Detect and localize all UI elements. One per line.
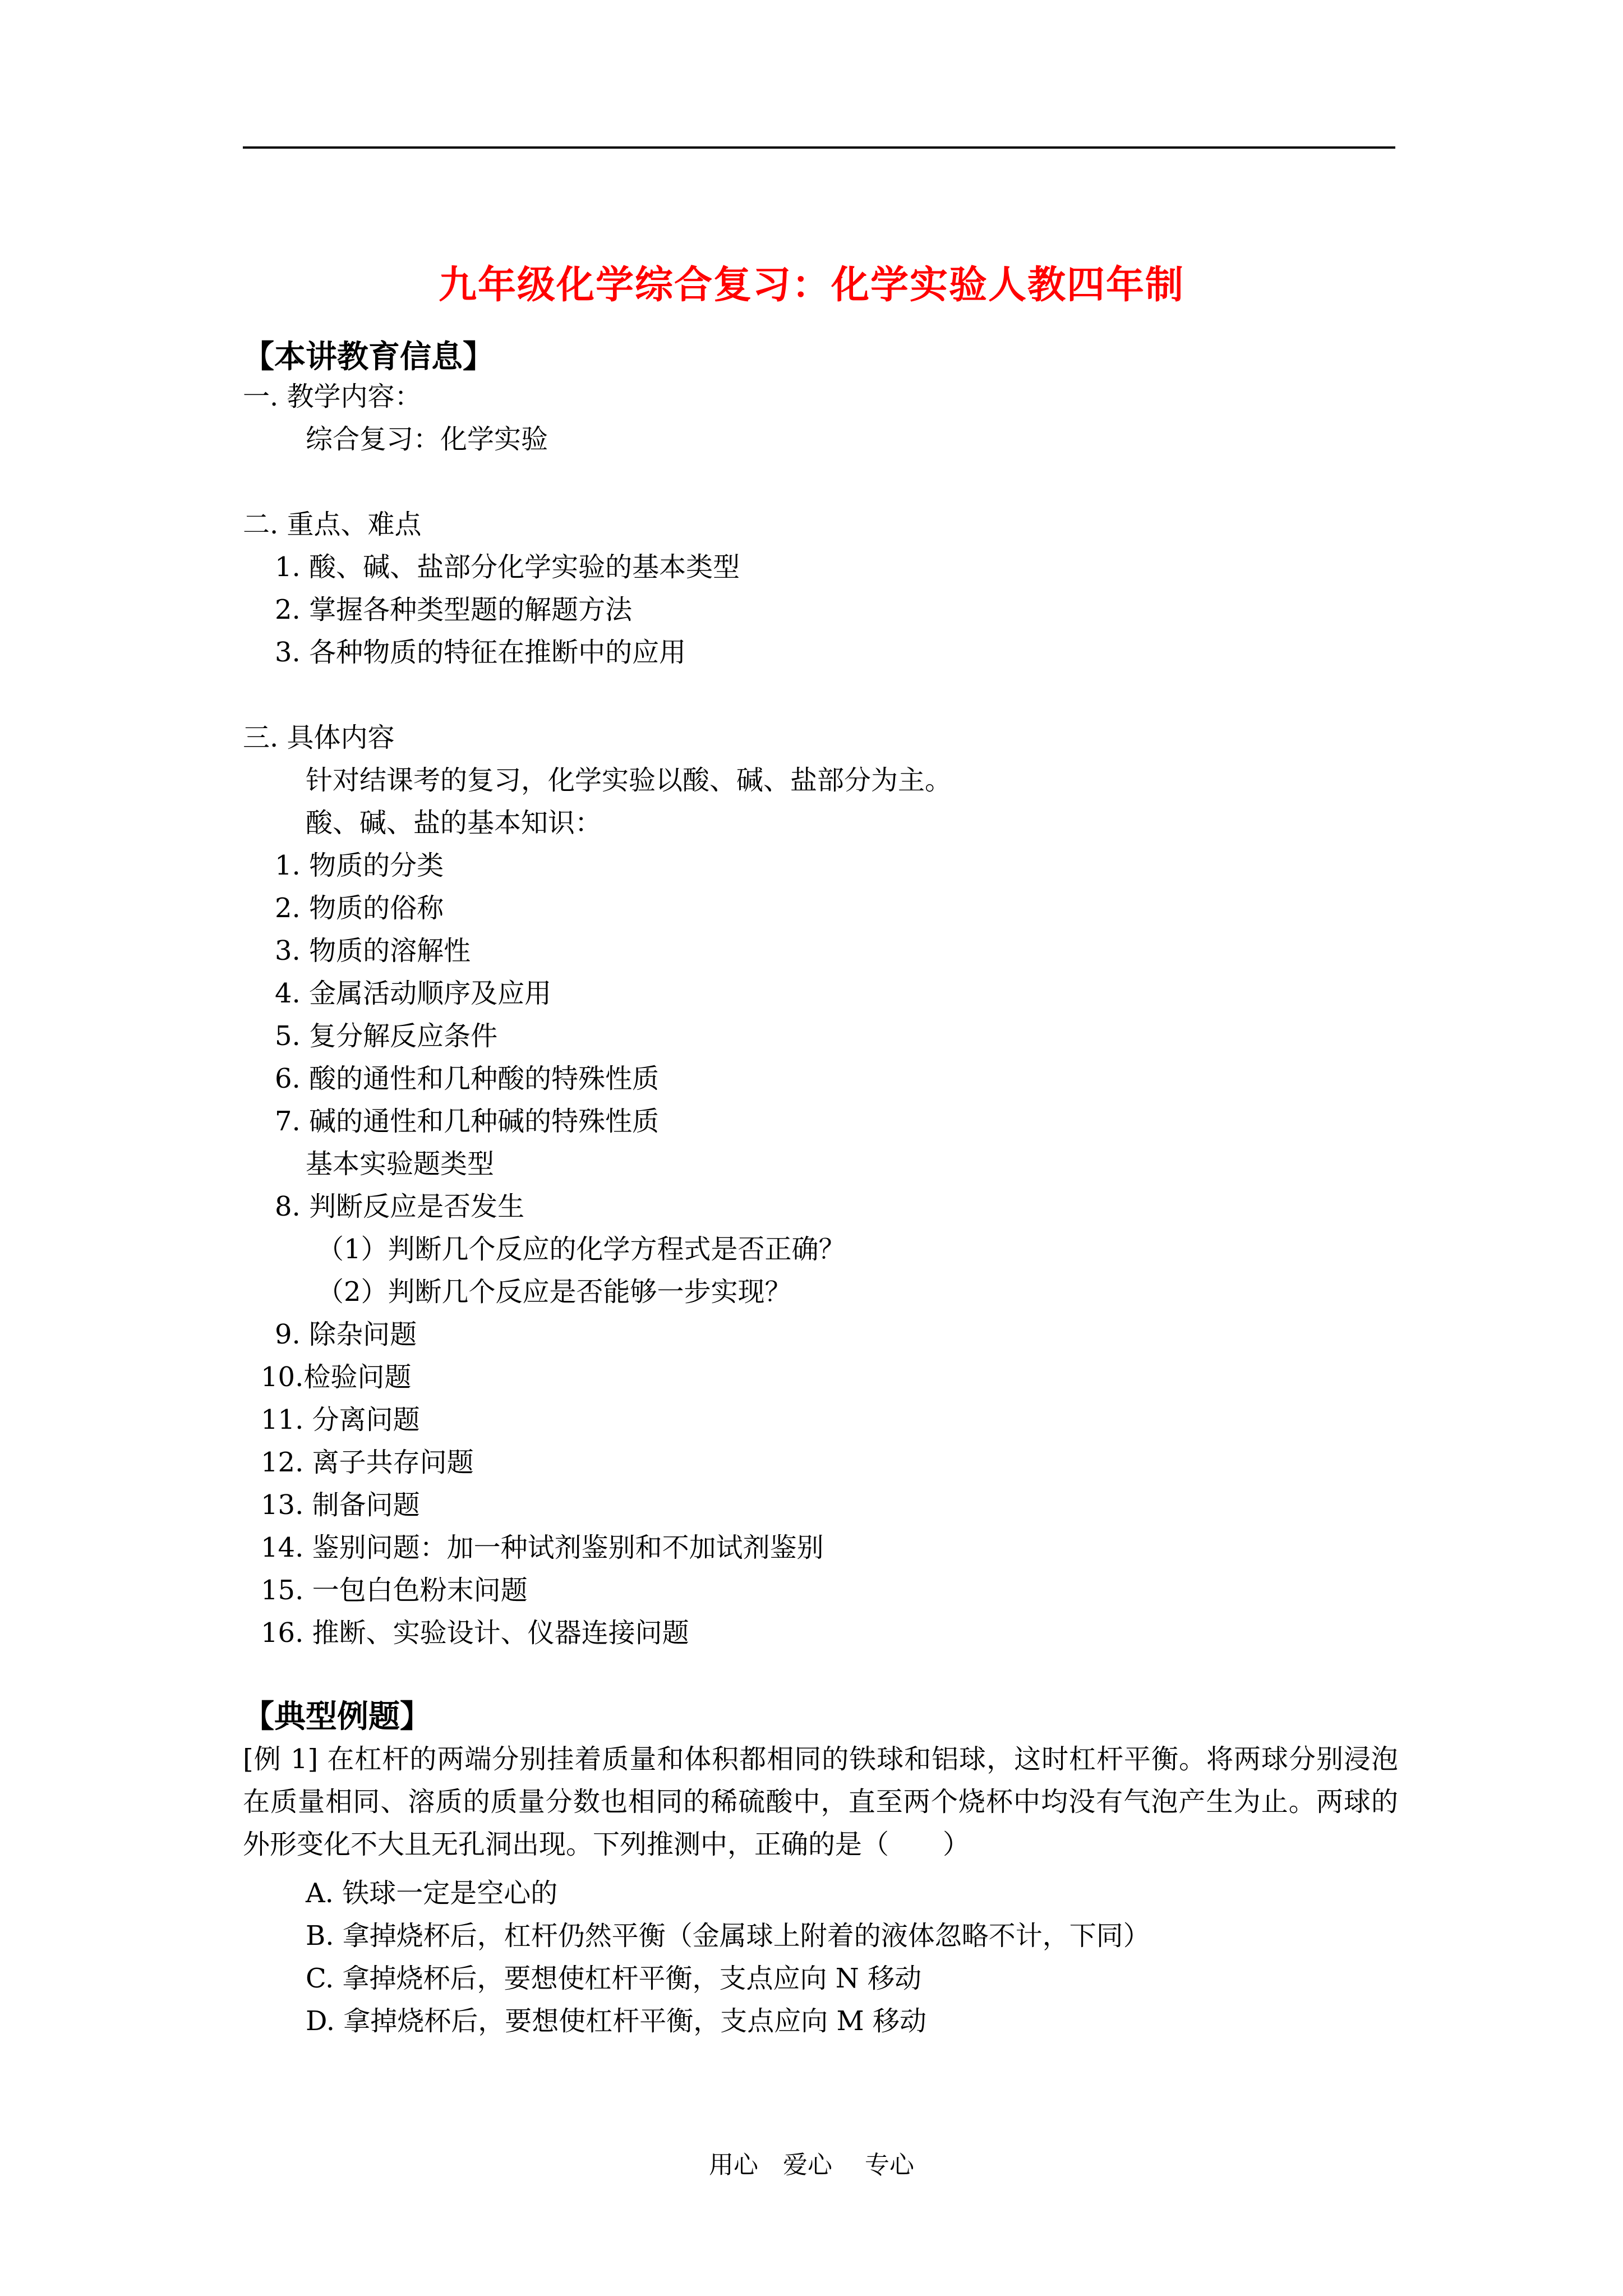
document-title: 九年级化学综合复习：化学实验人教四年制 xyxy=(438,263,1184,307)
option-d: D. 拿掉烧杯后，要想使杠杆平衡，支点应向 M 移动 xyxy=(306,2005,926,2037)
list-item: 11. 分离问题 xyxy=(261,1404,420,1435)
list-item: 2. 掌握各种类型题的解题方法 xyxy=(275,594,633,625)
section-2-label: 二. 重点、难点 xyxy=(243,509,422,540)
list-item: 1. 物质的分类 xyxy=(275,850,444,881)
list-item: 5. 复分解反应条件 xyxy=(275,1020,498,1052)
section-1-content: 综合复习：化学实验 xyxy=(306,424,548,455)
examples-heading: 【典型例题】 xyxy=(243,1698,431,1735)
sub-item: （2）判断几个反应是否能够一步实现？ xyxy=(317,1276,792,1308)
list-item: 8. 判断反应是否发生 xyxy=(275,1191,525,1222)
list-item: 7. 碱的通性和几种碱的特殊性质 xyxy=(275,1106,660,1137)
section-3-basics-label: 酸、碱、盐的基本知识： xyxy=(306,807,602,839)
list-item: 10.检验问题 xyxy=(261,1361,412,1393)
list-item: 12. 离子共存问题 xyxy=(261,1447,474,1478)
list-item: 4. 金属活动顺序及应用 xyxy=(275,978,552,1009)
option-c: C. 拿掉烧杯后，要想使杠杆平衡，支点应向 N 移动 xyxy=(306,1963,922,1994)
list-item: 9. 除杂问题 xyxy=(275,1319,417,1350)
list-item: 2. 物质的俗称 xyxy=(275,892,444,924)
list-item: 3. 物质的溶解性 xyxy=(275,935,471,967)
section-3-label: 三. 具体内容 xyxy=(243,722,395,753)
header-rule xyxy=(243,146,1395,149)
list-item: 1. 酸、碱、盐部分化学实验的基本类型 xyxy=(275,551,740,583)
list-item: 13. 制备问题 xyxy=(261,1489,420,1521)
list-item: 14. 鉴别问题：加一种试剂鉴别和不加试剂鉴别 xyxy=(261,1532,824,1563)
info-heading: 【本讲教育信息】 xyxy=(243,338,494,375)
experiment-types-label: 基本实验题类型 xyxy=(306,1148,495,1180)
list-item: 6. 酸的通性和几种酸的特殊性质 xyxy=(275,1063,660,1094)
example-1-stem: [例 1] 在杠杆的两端分别挂着质量和体积都相同的铁球和铝球，这时杠杆平衡。将两球分别浸泡在质量相同、溶质的质量分数也相同的稀硫酸中，直至两个烧杯中均没有气泡产生为止。两球的外形变化不大且无孔洞出现。下列推测中，正确的是（ ） xyxy=(243,1743,1398,1860)
option-a: A. 铁球一定是空心的 xyxy=(306,1878,558,1909)
list-item: 15. 一包白色粉末问题 xyxy=(261,1575,528,1606)
section-1-label: 一. 教学内容： xyxy=(243,381,422,412)
page-footer: 用心 爱心 专心 xyxy=(709,2151,914,2179)
sub-item: （1）判断几个反应的化学方程式是否正确？ xyxy=(317,1234,846,1265)
section-3-intro: 针对结课考的复习，化学实验以酸、碱、盐部分为主。 xyxy=(306,765,952,796)
list-item: 16. 推断、实验设计、仪器连接问题 xyxy=(261,1617,689,1649)
list-item: 3. 各种物质的特征在推断中的应用 xyxy=(275,637,686,668)
option-b: B. 拿掉烧杯后，杠杆仍然平衡（金属球上附着的液体忽略不计，下同） xyxy=(306,1920,1150,1952)
